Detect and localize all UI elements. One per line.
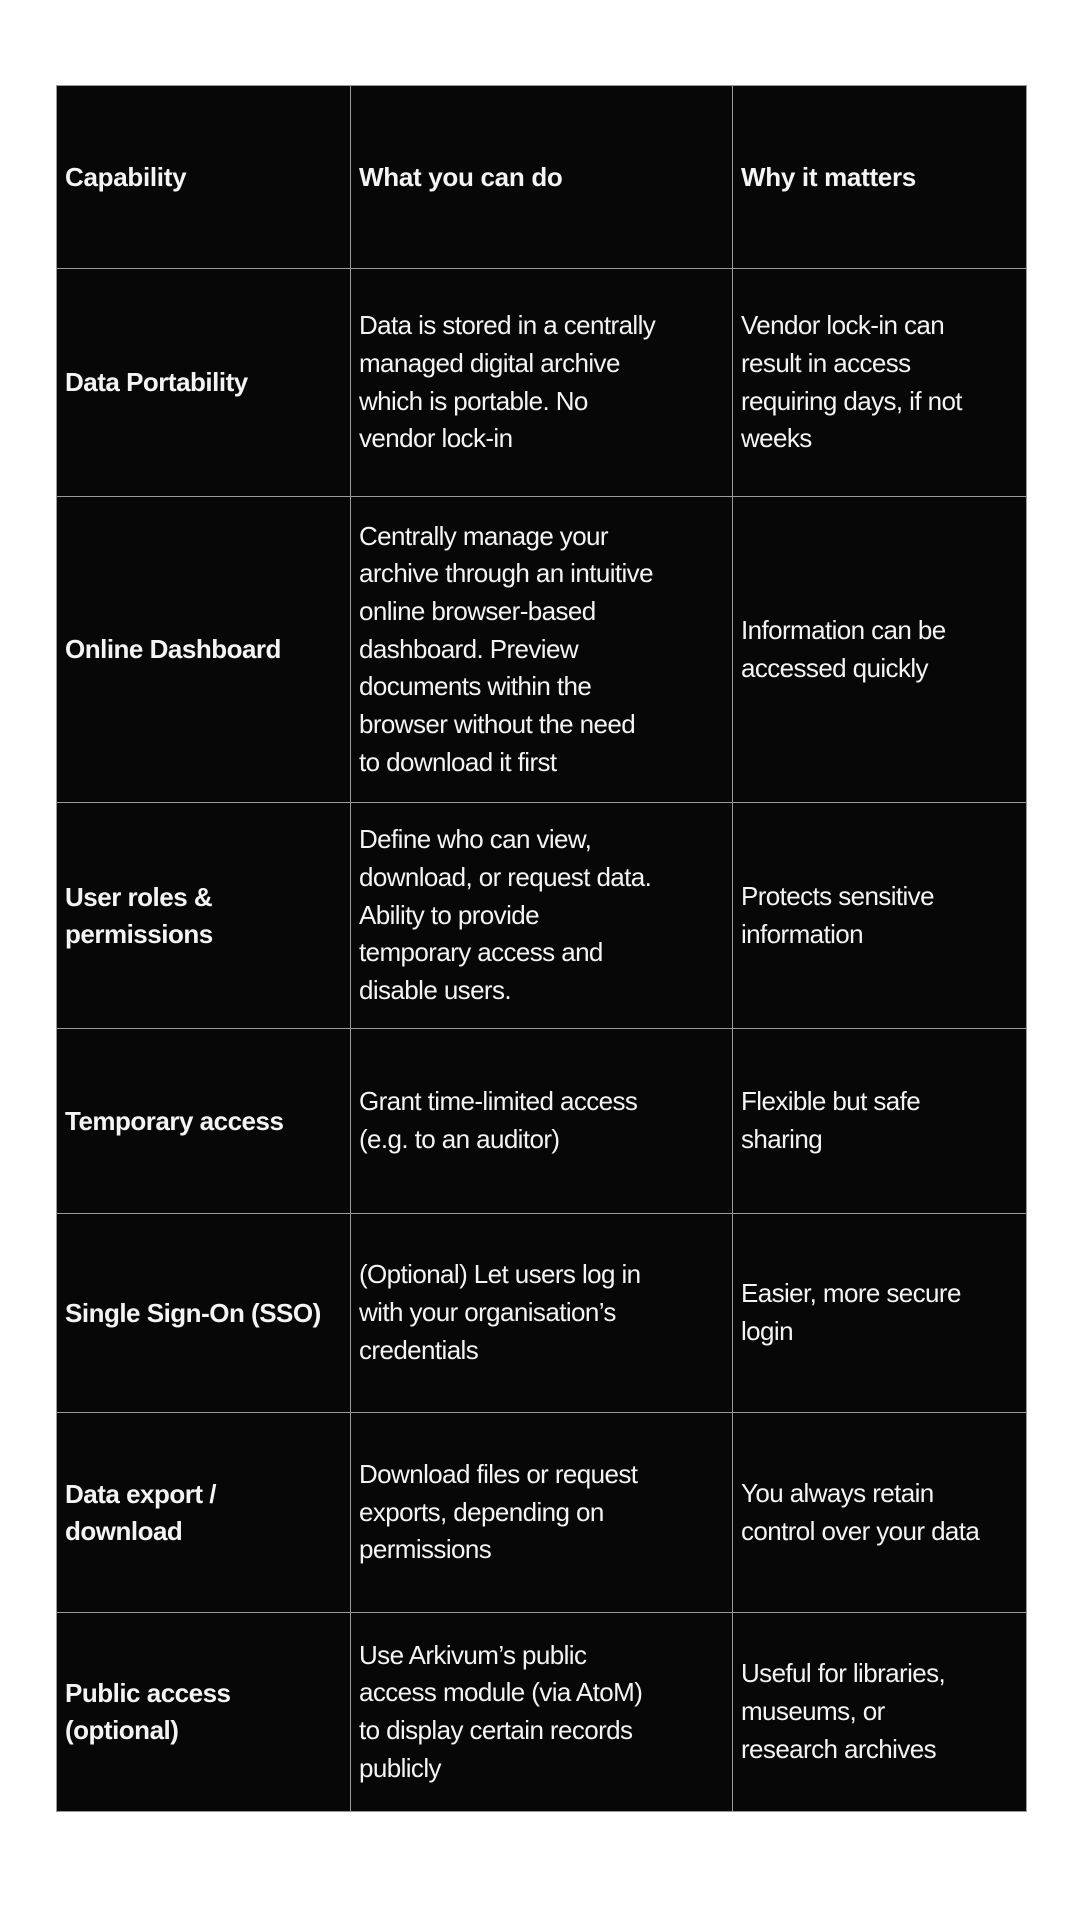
cell-text-line: to download it first — [359, 746, 557, 777]
cell-text-line: download — [65, 1515, 183, 1546]
cell-text-line: Define who can view, — [359, 824, 592, 855]
what-you-can-do-cell — [351, 803, 733, 1029]
capability-cell — [57, 1413, 351, 1613]
table-row — [57, 1029, 1027, 1214]
what-you-can-do-cell — [351, 1214, 733, 1413]
cell-text-line: research archives — [741, 1733, 936, 1764]
table-row — [57, 1613, 1027, 1812]
cell-text-line: Flexible but safe — [741, 1086, 921, 1117]
cell-text-line: Data export / — [65, 1478, 216, 1509]
what-you-can-do-cell — [351, 1029, 733, 1214]
cell-text-line: Easier, more secure — [741, 1278, 961, 1309]
cell-text-line: accessed quickly — [741, 652, 928, 683]
cell-text-line: Public access — [65, 1678, 231, 1708]
why-it-matters-cell — [733, 1214, 1027, 1413]
header-why-it-matters: Why it matters — [733, 86, 1027, 269]
capability-cell — [57, 803, 351, 1029]
why-it-matters-cell — [733, 1613, 1027, 1812]
cell-text-line: archive through an intuitive — [359, 558, 653, 589]
cell-text-line: temporary access and — [359, 937, 603, 968]
capability-cell — [57, 1613, 351, 1812]
cell-text-line: documents within the — [359, 671, 592, 702]
header-row — [57, 86, 1027, 269]
cell-text-line: Single Sign-On (SSO) — [65, 1297, 321, 1328]
table-row — [57, 1214, 1027, 1413]
cell-text-line: Data is stored in a centrally — [359, 310, 656, 341]
cell-text-line: permissions — [65, 918, 213, 949]
table-row — [57, 497, 1027, 803]
table-body — [57, 269, 1027, 1812]
cell-text-line: with your organisation’s — [359, 1297, 616, 1328]
cell-text-line: access module (via AtoM) — [359, 1677, 643, 1708]
cell-text-line: control over your data — [741, 1515, 980, 1546]
why-it-matters-cell — [733, 1413, 1027, 1613]
why-it-matters-cell — [733, 1029, 1027, 1214]
what-you-can-do-cell — [351, 1613, 733, 1812]
cell-text-line: which is portable. No — [359, 385, 588, 416]
capability-cell — [57, 269, 351, 497]
cell-text-line: permissions — [359, 1534, 492, 1565]
cell-text-line: download, or request data. — [359, 861, 652, 892]
table-row — [57, 803, 1027, 1029]
capability-cell — [57, 1029, 351, 1214]
cell-text-line: (e.g. to an auditor) — [359, 1124, 560, 1154]
capability-cell — [57, 1214, 351, 1413]
what-you-can-do-cell — [351, 497, 733, 803]
table-row — [57, 1413, 1027, 1613]
table-row — [57, 269, 1027, 497]
cell-text-line: Grant time-limited access — [359, 1086, 638, 1117]
cell-text-line: information — [741, 918, 864, 949]
cell-text-line: Vendor lock-in can — [741, 310, 945, 341]
cell-text-line: Useful for libraries, — [741, 1658, 946, 1689]
cell-text-line: Use Arkivum’s public — [359, 1639, 587, 1670]
cell-text-line: Centrally manage your — [359, 520, 608, 551]
cell-text-line: (optional) — [65, 1715, 179, 1745]
cell-text-line: Protects sensitive — [741, 880, 934, 911]
cell-text-line: Temporary access — [65, 1105, 284, 1136]
cell-text-line: online browser-based — [359, 595, 596, 626]
cell-text-line: login — [741, 1316, 793, 1346]
cell-text-line: sharing — [741, 1124, 823, 1154]
cell-text-line: (Optional) Let users log in — [359, 1259, 641, 1290]
cell-text-line: credentials — [359, 1334, 479, 1365]
why-it-matters-cell — [733, 803, 1027, 1029]
cell-text-line: Data Portability — [65, 367, 248, 397]
header-what-you-can-do: What you can do — [351, 86, 733, 269]
cell-text-line: Ability to provide — [359, 899, 539, 930]
cell-text-line: requiring days, if not — [741, 385, 962, 416]
cell-text-line: museums, or — [741, 1696, 885, 1727]
cell-text-line: disable users. — [359, 975, 512, 1006]
why-it-matters-cell — [733, 269, 1027, 497]
cell-text-line: publicly — [359, 1752, 441, 1783]
why-it-matters-cell — [733, 497, 1027, 803]
cell-text-line: result in access — [741, 347, 911, 378]
cell-text-line: You always retain — [741, 1477, 934, 1508]
capabilities-table — [56, 85, 1027, 1812]
cell-text-line: to display certain records — [359, 1715, 633, 1745]
cell-text-line: Online Dashboard — [65, 634, 281, 664]
cell-text-line: dashboard. Preview — [359, 633, 578, 664]
cell-text-line: managed digital archive — [359, 347, 620, 378]
header-capability: Capability — [57, 86, 351, 269]
cell-text-line: exports, depending on — [359, 1496, 604, 1527]
cell-text-line: weeks — [741, 423, 812, 454]
cell-text-line: browser without the need — [359, 709, 636, 740]
capability-cell — [57, 497, 351, 803]
cell-text-line: vendor lock-in — [359, 423, 513, 454]
cell-text-line: Information can be — [741, 614, 946, 645]
cell-text-line: Download files or request — [359, 1458, 638, 1489]
what-you-can-do-cell — [351, 1413, 733, 1613]
what-you-can-do-cell — [351, 269, 733, 497]
cell-text-line: User roles & — [65, 881, 213, 912]
